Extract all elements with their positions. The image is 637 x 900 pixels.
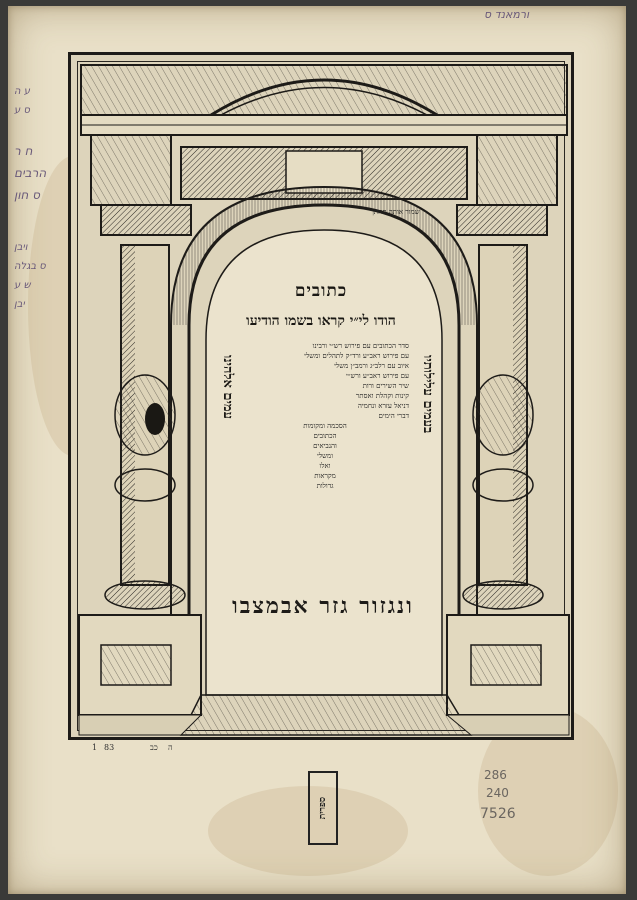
contents-line: איוב עם רלב״ג ורמב״ן משלי <box>334 362 409 370</box>
heading: כתובים <box>294 281 348 301</box>
margin-note: ס חון <box>14 188 40 202</box>
shelf-number: 7526 <box>480 806 516 822</box>
contents-line: הסכמה ומקומות <box>303 422 347 430</box>
stamp-text: ספרית <box>318 796 328 820</box>
side-text-left: עמים אלהינו <box>220 355 235 419</box>
plaque-inscription: שמור אותה תחתך <box>370 208 420 216</box>
margin-note: ס בגלה <box>14 261 46 272</box>
woodcut-frame <box>68 52 574 740</box>
contents-text <box>241 341 409 491</box>
library-stamp <box>308 771 338 845</box>
bottom-banner: ונגזור גזר אבמצבו <box>232 593 414 619</box>
margin-note: ע ה <box>14 86 30 97</box>
margin-notes <box>14 86 64 310</box>
contents-line: שיר השירים ורות <box>362 382 409 390</box>
margin-note: הרבים <box>14 166 47 180</box>
shelf-number: 286 <box>484 768 507 782</box>
margin-note: ויבן <box>14 242 28 253</box>
folio-mark: 83 <box>104 743 115 752</box>
contents-line: סדר הכתובים עם פירוש רש״י ורבינו <box>312 342 409 350</box>
folio-mark: 1 <box>92 743 98 752</box>
contents-line: עם פירוש ראב״ע ורש״י <box>345 372 409 380</box>
handwritten-top-label: ורמאנד ס <box>484 8 530 21</box>
contents-line: הכתובים <box>313 432 337 440</box>
contents-line: ואלו <box>319 462 331 470</box>
margin-note: יבן <box>14 299 25 310</box>
folio-mark: כב <box>150 743 158 752</box>
contents-line: מקראות <box>314 472 336 480</box>
contents-line: עם פירוש ראב״ע ורד״ק לתהלים ומשלי <box>304 352 409 360</box>
contents-line: דניאל עזרא ונחמיה <box>357 402 409 410</box>
contents-line: דברי הימים <box>378 412 409 420</box>
side-text-right: בעמים עלילותיו <box>420 355 435 434</box>
contents-line: קינות וקהלת ואסתר <box>355 392 409 400</box>
folio-mark: ה <box>168 743 173 752</box>
contents-line: גדולות <box>316 482 334 490</box>
margin-note: ס ע <box>14 105 30 116</box>
contents-line: והנביאים <box>313 442 337 450</box>
shelf-number: 240 <box>486 786 509 800</box>
motto: הודו לי״י קראו בשמו הודיעו <box>246 313 396 329</box>
contents-line: ומשלי <box>316 452 333 460</box>
margin-note: ש ע <box>14 280 31 291</box>
margin-note: ח ר <box>14 144 33 158</box>
